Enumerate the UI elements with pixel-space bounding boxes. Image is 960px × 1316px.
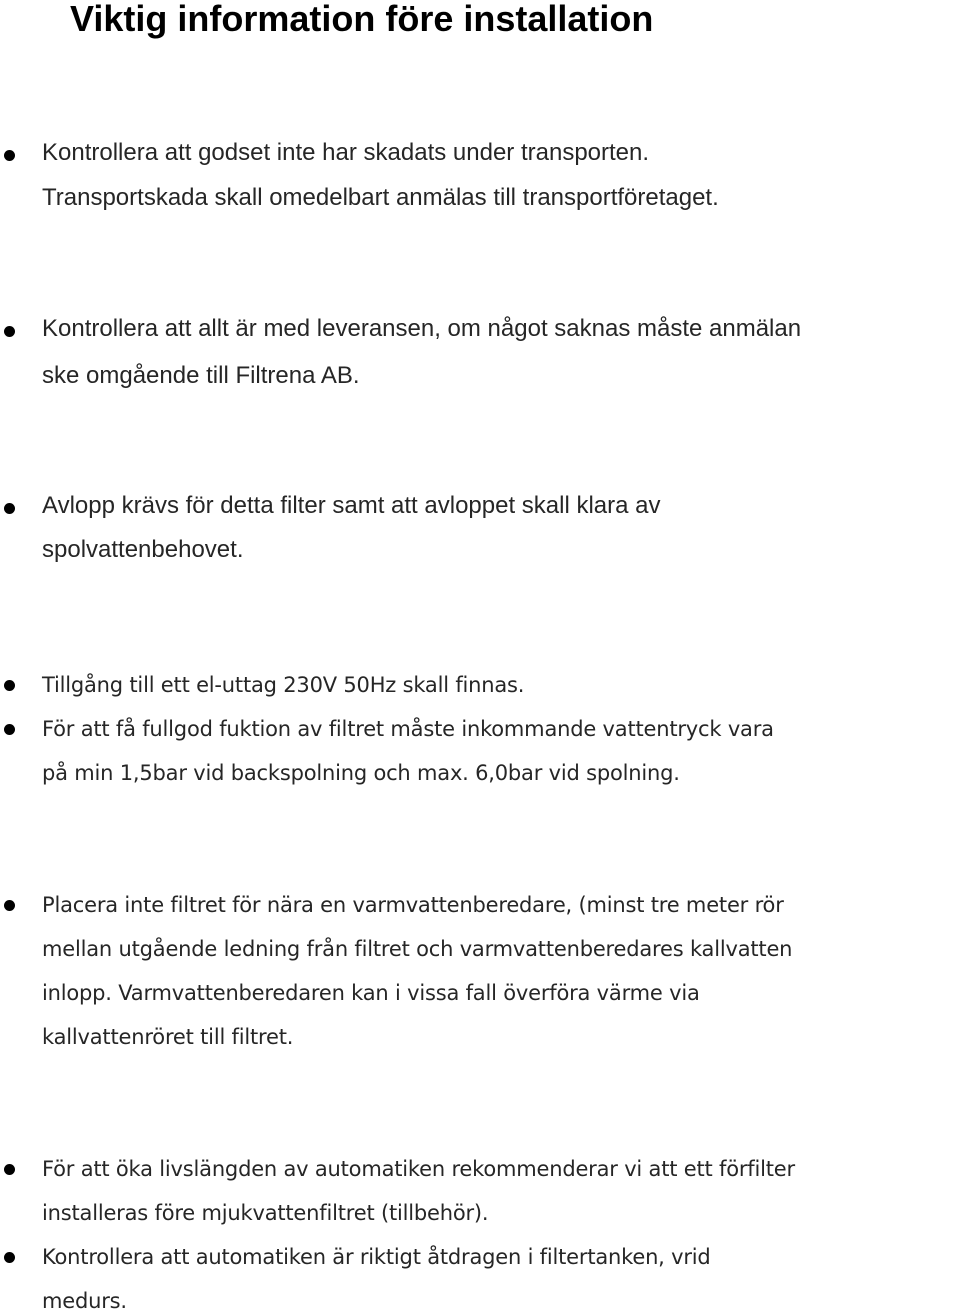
list-item-line: inlopp. Varmvattenberedaren kan i vissa fall överföra värme via <box>42 981 700 1005</box>
list-item-line: Kontrollera att godset inte har skadats under transporten. <box>42 139 650 166</box>
list-item-line: Avlopp krävs för detta filter samt att avloppet skall klara av <box>42 492 661 519</box>
bullet-icon <box>4 1164 15 1175</box>
list-item-line: Kontrollera att allt är med leveransen, om något saknas måste anmälan <box>42 315 802 342</box>
list-item-line: Kontrollera att automatiken är riktigt åtdragen i filtertanken, vrid <box>42 1245 711 1269</box>
list-item-line: på min 1,5bar vid backspolning och max. 6,0bar vid spolning. <box>42 761 680 785</box>
list-item-line: mellan utgående ledning från filtret och varmvattenberedares kallvatten <box>42 937 793 961</box>
bullet-icon <box>4 150 15 161</box>
bullet-icon <box>4 1252 15 1263</box>
list-item-line: Transportskada skall omedelbart anmälas till transportföretaget. <box>42 184 719 211</box>
bullet-icon <box>4 503 15 514</box>
list-item-line: kallvattenröret till filtret. <box>42 1025 294 1049</box>
list-item-line: För att få fullgod fuktion av filtret måste inkommande vattentryck vara <box>42 717 774 741</box>
list-item-line: Placera inte filtret för nära en varmvattenberedare, (minst tre meter rör <box>42 893 784 917</box>
bullet-icon <box>4 900 15 911</box>
bullet-icon <box>4 326 15 337</box>
list-item-line: medurs. <box>42 1289 127 1313</box>
list-item-line: spolvattenbehovet. <box>42 536 244 563</box>
bullet-icon <box>4 724 15 735</box>
list-item-line: Tillgång till ett el-uttag 230V 50Hz skall finnas. <box>42 673 525 697</box>
page-title: Viktig information före installation <box>70 0 654 39</box>
list-item-line: installeras före mjukvattenfiltret (tillbehör). <box>42 1201 489 1225</box>
list-item-line: För att öka livslängden av automatiken rekommenderar vi att ett förfilter <box>42 1157 795 1181</box>
bullet-icon <box>4 680 15 691</box>
list-item-line: ske omgående till Filtrena AB. <box>42 362 360 389</box>
